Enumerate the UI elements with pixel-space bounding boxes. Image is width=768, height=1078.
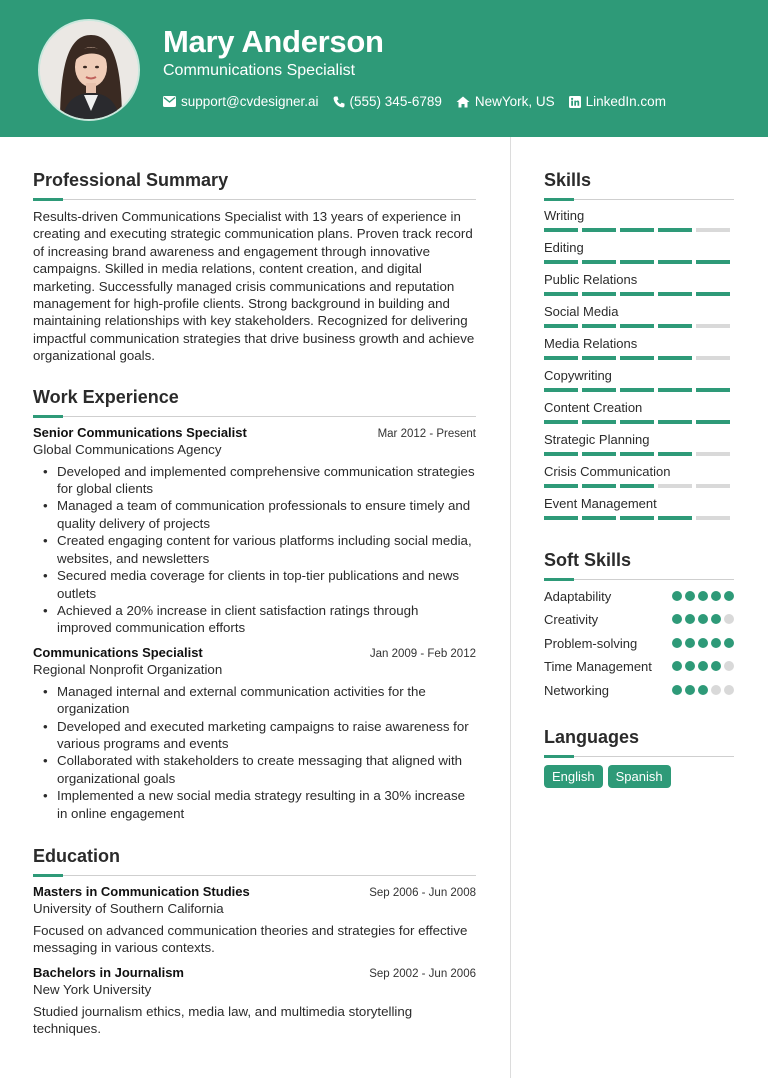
skill-level-segment [620,516,654,520]
skill-item [544,240,734,272]
skill-name: Editing [544,240,584,255]
skill-level-segment [696,484,730,488]
list-item: • Implemented a new social media strategy resulting in a 30% increase in online engagement [57,787,476,822]
job-entry [33,425,476,637]
skill-level-segment [696,356,730,360]
skill-level-segment [544,388,578,392]
soft-skill-name: Problem-solving [544,635,638,651]
languages-section [544,727,734,788]
soft-skill-name: Time Management [544,659,652,675]
candidate-name: Mary Anderson [163,24,384,59]
section-rule [33,416,476,417]
skill-item [544,336,734,368]
rating-dot [724,614,734,624]
skill-level-bar [544,324,734,328]
skill-level-segment [658,420,692,424]
soft-skill-rating [669,614,734,624]
skill-level-segment [544,324,578,328]
education-description: Focused on advanced communication theories and strategies for effective messaging in various contexts. [33,922,468,956]
skill-level-segment [582,260,616,264]
contact-location [456,94,555,109]
rating-dot [698,638,708,648]
section-rule [33,199,476,200]
skill-name: Content Creation [544,400,643,415]
rating-dot [724,685,734,695]
contact-location-text: NewYork, US [474,94,555,109]
skill-level-segment [658,356,692,360]
home-icon [456,96,470,108]
education-date: Sep 2002 - Jun 2006 [369,967,476,980]
skill-level-segment [582,292,616,296]
soft-skill-item [544,611,734,628]
skill-level-bar [544,420,734,424]
skill-level-segment [620,356,654,360]
language-tag: Spanish [608,765,671,788]
resume-header [0,0,768,137]
section-rule [544,756,734,757]
job-bullets [33,683,476,822]
soft-skill-rating [669,685,734,695]
skill-level-segment [620,388,654,392]
skill-level-segment [620,484,654,488]
rating-dot [698,591,708,601]
contact-list [163,94,680,109]
summary-text: Results-driven Communications Specialist with 13 years of experience in creating and executing strategic communication plans. Proven track record of increasing brand awareness and engagement through innovative campaigns. Skilled in media relations, content creation, and digital marketing. Successfully managed crisis communications and reputation management for high-profile clients. Strong background in building and maintaining relationships with key stakeholders. Recognized for delivering impactful communication strategies that drive business growth and achieve organizational goals. [33,209,475,364]
education-date: Sep 2006 - Jun 2008 [369,886,476,899]
rating-dot [724,591,734,601]
contact-email[interactable] [163,94,319,109]
main-column [33,170,476,1038]
soft-skill-rating [669,661,734,671]
section-heading: Work Experience [33,386,179,407]
skill-item [544,496,734,528]
job-title: Senior Communications Specialist [33,424,247,440]
soft-skills-section [544,550,734,699]
skill-level-segment [658,324,692,328]
contact-phone-text: (555) 345-6789 [349,94,442,109]
skill-item [544,432,734,464]
linkedin-icon [569,96,581,108]
soft-skill-name: Creativity [544,612,599,628]
skill-name: Copywriting [544,368,612,383]
education-entry [33,884,476,957]
education-section [33,846,476,1038]
skill-level-segment [658,228,692,232]
soft-skill-item [544,682,734,699]
skill-level-segment [582,388,616,392]
skill-level-segment [620,324,654,328]
skill-level-segment [544,292,578,296]
phone-icon [333,96,345,108]
skills-list [544,208,734,528]
skill-level-segment [696,292,730,296]
rating-dot [685,638,695,648]
rating-dot [698,614,708,624]
portrait-image [40,21,140,121]
skill-level-segment [696,228,730,232]
job-date: Jan 2009 - Feb 2012 [369,647,476,660]
skill-level-segment [696,516,730,520]
section-heading: Languages [544,727,640,748]
skill-level-segment [544,228,578,232]
skill-level-bar [544,484,734,488]
rating-dot [685,661,695,671]
soft-skill-item [544,588,734,605]
list-item: • Developed and executed marketing campaigns to raise awareness for various programs and events [57,718,476,753]
rating-dot [724,661,734,671]
skill-level-segment [544,356,578,360]
skill-level-segment [696,420,730,424]
soft-skill-name: Networking [544,682,610,698]
skill-name: Strategic Planning [544,432,650,447]
rating-dot [711,614,721,624]
soft-skill-name: Adaptability [544,589,612,604]
soft-skill-rating [669,638,734,648]
list-item: • Developed and implemented comprehensive communication strategies for global clients [57,463,476,498]
education-entry [33,965,476,1038]
skill-level-segment [658,260,692,264]
skill-item [544,464,734,496]
school-name: New York University [33,981,152,997]
skill-level-segment [544,484,578,488]
rating-dot [724,638,734,648]
school-name: University of Southern California [33,900,224,916]
work-section [33,387,476,822]
job-bullets [33,463,476,637]
skill-level-segment [620,452,654,456]
skill-level-bar [544,228,734,232]
skill-level-segment [696,324,730,328]
education-description: Studied journalism ethics, media law, and multimedia storytelling techniques. [33,1003,413,1037]
skill-level-segment [620,420,654,424]
section-heading: Professional Summary [33,170,229,190]
job-title: Communications Specialist [33,644,203,660]
rating-dot [672,685,682,695]
column-divider [510,137,511,1078]
list-item: • Managed a team of communication professionals to ensure timely and quality delivery of projects [57,497,476,532]
skill-level-segment [658,452,692,456]
contact-phone[interactable] [333,94,442,109]
rating-dot [685,614,695,624]
job-date: Mar 2012 - Present [377,427,476,440]
list-item: • Created engaging content for various platforms including social media, websites, and newsletters [57,532,476,567]
skill-level-bar [544,516,734,520]
rating-dot [711,661,721,671]
skills-section [544,170,734,528]
summary-section [33,170,476,365]
soft-skill-rating [669,591,734,601]
contact-linkedin[interactable] [569,94,666,109]
rating-dot [711,591,721,601]
rating-dot [672,661,682,671]
skill-level-segment [582,228,616,232]
skill-name: Event Management [544,496,657,511]
skill-level-bar [544,292,734,296]
list-item: • Collaborated with stakeholders to create messaging that aligned with organizational goals [57,752,476,787]
sidebar-column [544,170,734,788]
skill-level-segment [620,292,654,296]
list-item: • Managed internal and external communication activities for the organization [57,683,476,718]
skill-name: Writing [544,208,585,223]
rating-dot [698,661,708,671]
rating-dot [711,638,721,648]
section-heading: Soft Skills [544,550,632,570]
skill-name: Media Relations [544,336,638,351]
skill-level-segment [544,452,578,456]
skill-level-segment [544,516,578,520]
skill-level-segment [582,516,616,520]
skill-level-bar [544,356,734,360]
language-tag: English [544,765,603,788]
skill-level-segment [696,388,730,392]
degree-title: Bachelors in Journalism [33,964,184,980]
rating-dot [698,685,708,695]
skill-item [544,368,734,400]
skill-item [544,272,734,304]
skill-name: Public Relations [544,272,638,287]
skill-level-bar [544,260,734,264]
section-heading: Skills [544,170,592,190]
languages-list [544,765,734,788]
skill-level-segment [582,484,616,488]
soft-skills-list [544,588,734,699]
skill-level-segment [658,484,692,488]
skill-name: Social Media [544,304,619,319]
skill-level-bar [544,388,734,392]
degree-title: Masters in Communication Studies [33,883,250,899]
rating-dot [672,614,682,624]
skill-level-segment [544,420,578,424]
skill-level-segment [620,228,654,232]
envelope-icon [163,96,176,107]
skill-level-bar [544,452,734,456]
candidate-title: Communications Specialist [163,62,356,79]
skill-item [544,400,734,432]
skill-level-segment [582,356,616,360]
skill-level-segment [658,388,692,392]
section-rule [33,875,476,876]
contact-email-text: support@cvdesigner.ai [181,94,319,109]
job-entry [33,645,476,822]
rating-dot [685,685,695,695]
rating-dot [685,591,695,601]
skill-level-segment [696,260,730,264]
job-organization: Global Communications Agency [33,441,222,457]
section-rule [544,579,734,580]
skill-level-segment [582,420,616,424]
skill-item [544,304,734,336]
skill-level-segment [658,292,692,296]
skill-name: Crisis Communication [544,464,671,479]
skill-level-segment [582,452,616,456]
list-item: • Secured media coverage for clients in top-tier publications and news outlets [57,567,476,602]
skill-level-segment [696,452,730,456]
contact-linkedin-text: LinkedIn.com [585,94,666,109]
profile-photo [38,19,140,121]
skill-level-segment [620,260,654,264]
skill-level-segment [544,260,578,264]
skill-level-segment [658,516,692,520]
soft-skill-item [544,635,734,652]
list-item: • Achieved a 20% increase in client satisfaction ratings through improved communication efforts [57,602,476,637]
soft-skill-item [544,658,734,675]
job-organization: Regional Nonprofit Organization [33,661,223,677]
rating-dot [672,591,682,601]
skill-level-segment [582,324,616,328]
section-rule [544,199,734,200]
section-heading: Education [33,845,121,866]
rating-dot [711,685,721,695]
rating-dot [672,638,682,648]
skill-item [544,208,734,240]
